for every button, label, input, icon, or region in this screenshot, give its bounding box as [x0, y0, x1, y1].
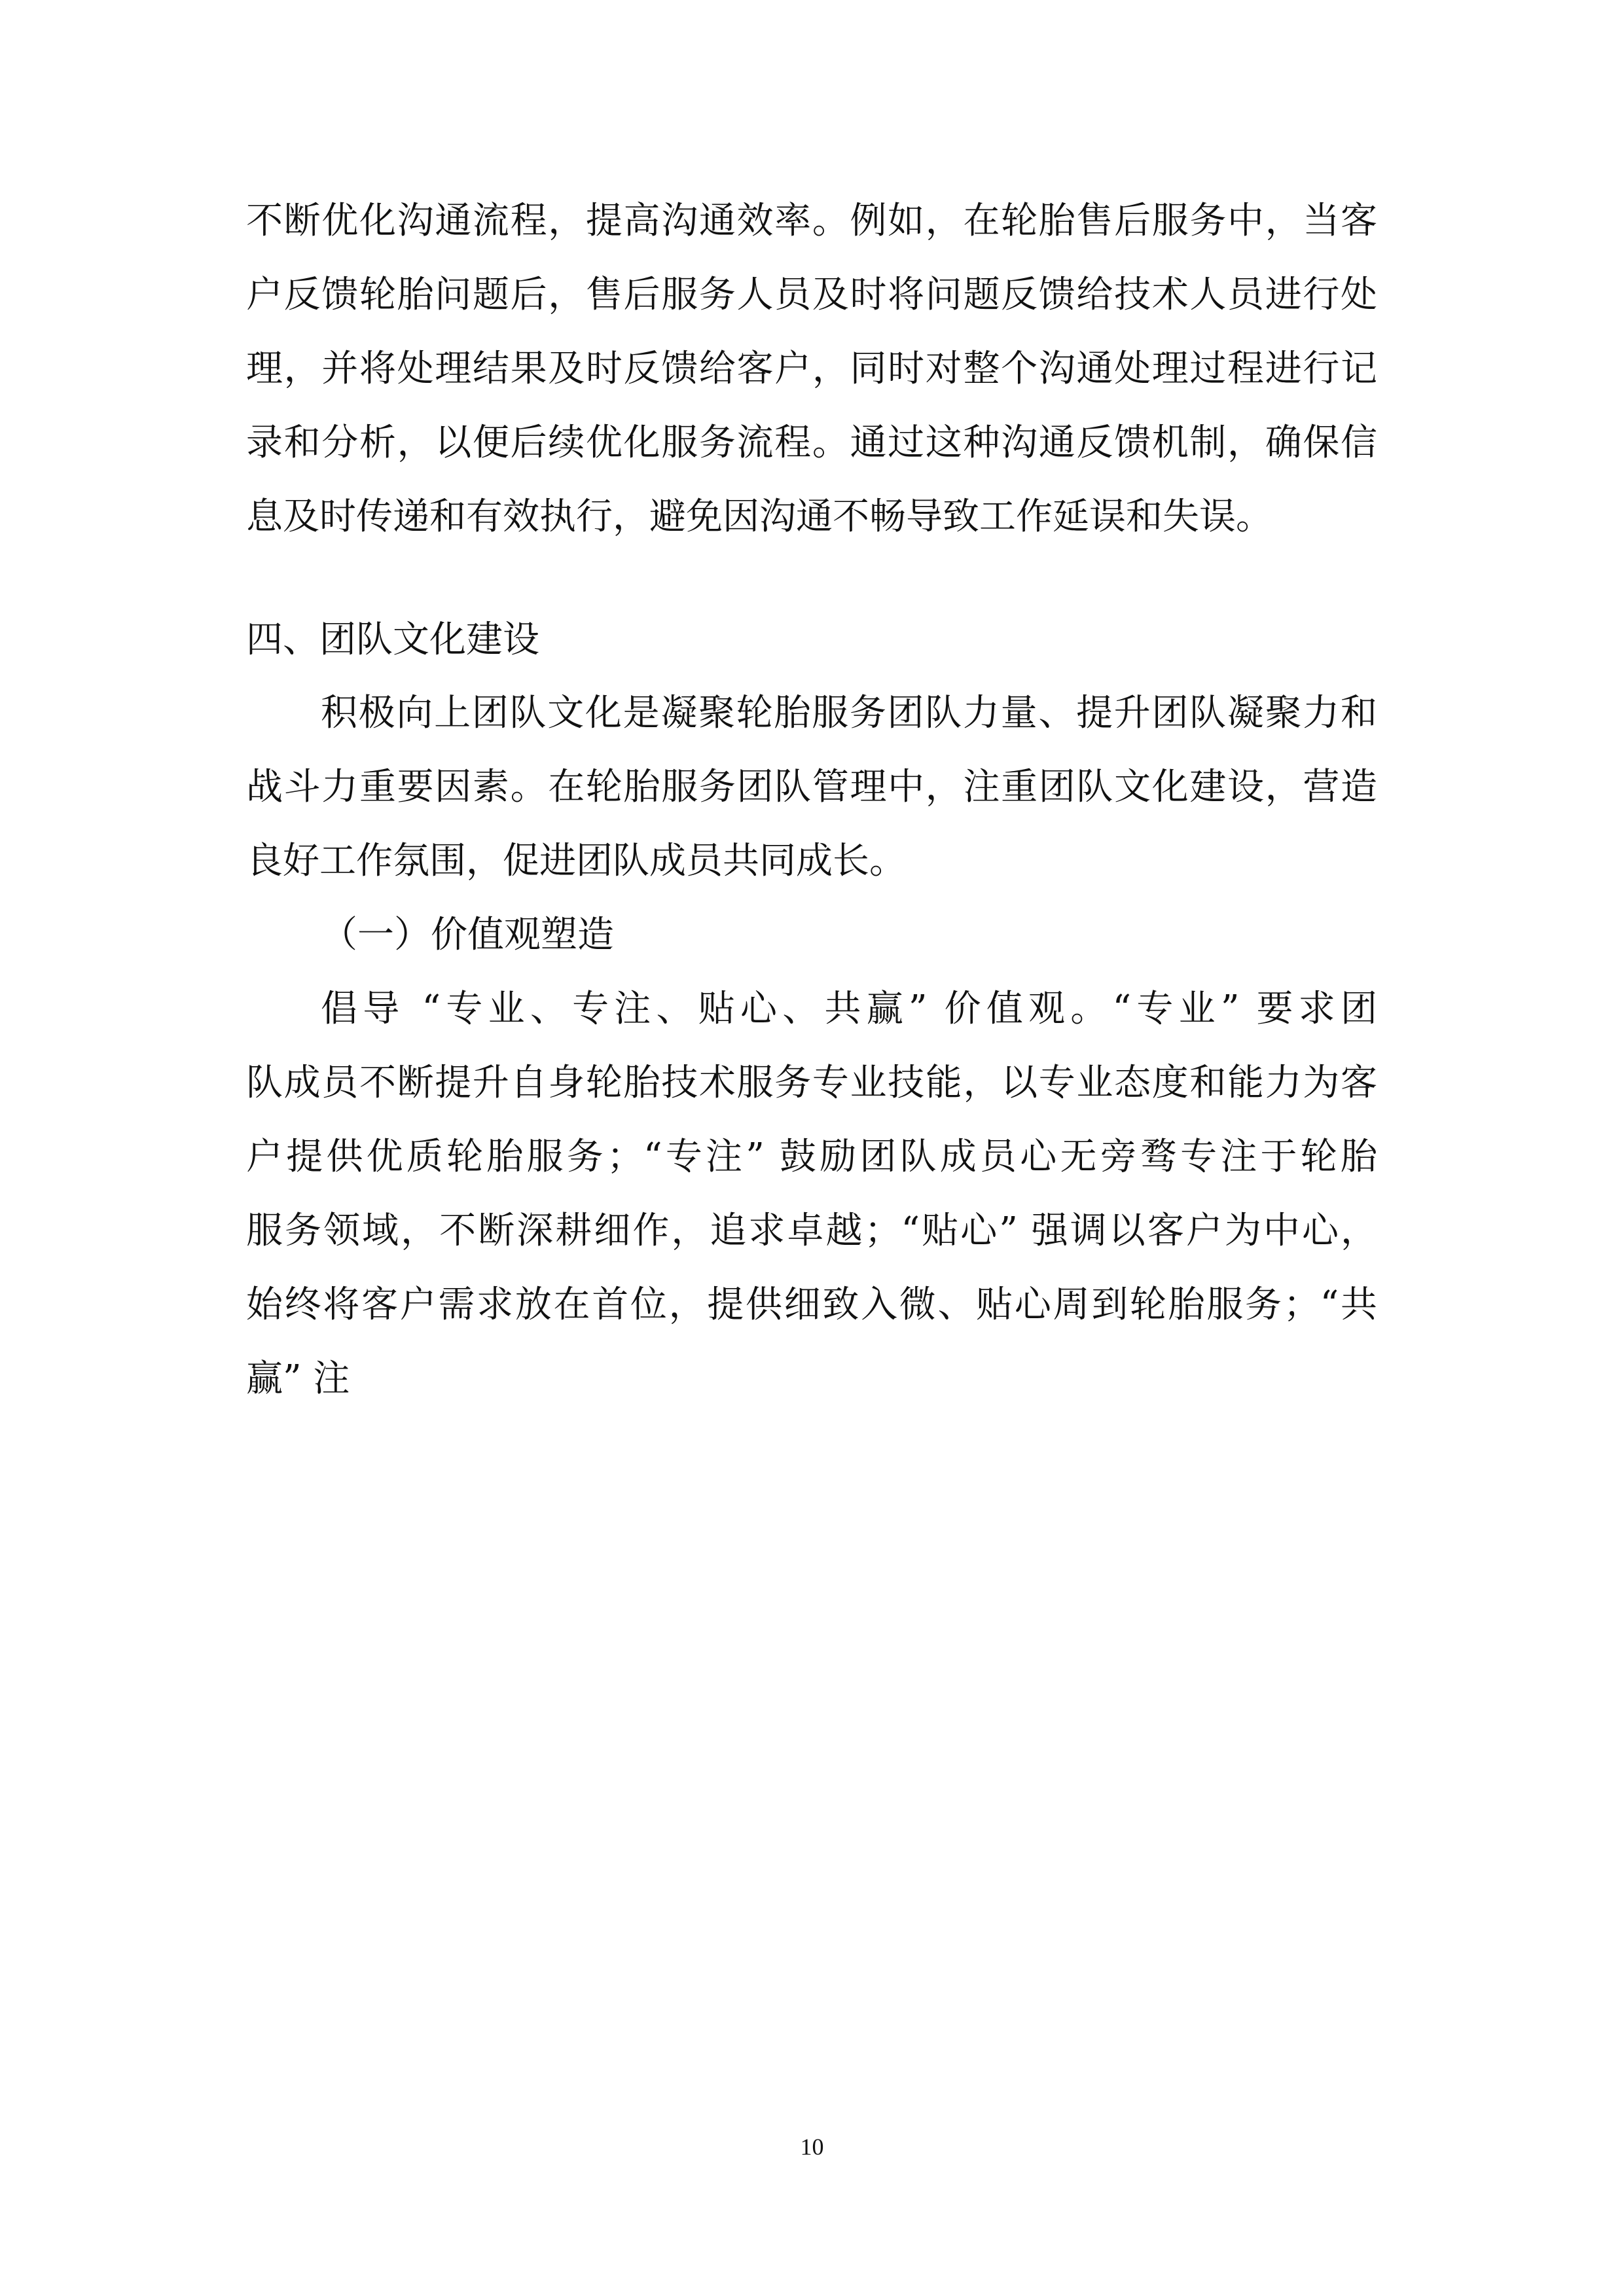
paragraph-2-line-2: 战斗力重要因素。在轮胎服务团队管理中，注重团队文化建设，营造 — [246, 766, 1377, 808]
paragraph-1-line-4: 录和分析，以便后续优化服务流程。通过这种沟通反馈机制，确保信 — [246, 422, 1377, 464]
paragraph-2-line-1: 积极向上团队文化是凝聚轮胎服务团队力量、提升团队凝聚力和 — [321, 692, 1377, 734]
page-number: 10 — [800, 2134, 824, 2160]
paragraph-3-line-2: 队成员不断提升自身轮胎技术服务专业技能，以专业态度和能力为客 — [246, 1062, 1377, 1104]
subsection-heading: （一）价值观塑造 — [321, 914, 614, 956]
paragraph-2-line-3: 良好工作氛围，促进团队成员共同成长。 — [246, 840, 906, 882]
section-heading: 四、团队文化建设 — [246, 619, 539, 661]
paragraph-3-line-5: 始终将客户需求放在首位，提供细致入微、贴心周到轮胎服务；“共 — [246, 1283, 1377, 1326]
paragraph-3-line-4: 服务领域，不断深耕细作，追求卓越；“贴心” 强调以客户为中心， — [246, 1210, 1377, 1252]
paragraph-1-line-1: 不断优化沟通流程，提高沟通效率。例如，在轮胎售后服务中，当客 — [246, 200, 1377, 242]
paragraph-1-line-5: 息及时传递和有效执行，避免因沟通不畅导致工作延误和失误。 — [246, 495, 1272, 538]
paragraph-1-line-3: 理，并将处理结果及时反馈给客户，同时对整个沟通处理过程进行记 — [246, 348, 1377, 390]
paragraph-1-line-2: 户反馈轮胎问题后，售后服务人员及时将问题反馈给技术人员进行处 — [246, 274, 1377, 316]
paragraph-3-line-1: 倡导 “专业、专注、贴心、共赢” 价值观。“专业” 要求团 — [321, 988, 1377, 1030]
paragraph-3-line-6: 赢” 注 — [246, 1357, 350, 1400]
paragraph-3-line-3: 户提供优质轮胎服务；“专注” 鼓励团队成员心无旁骛专注于轮胎 — [246, 1136, 1377, 1178]
